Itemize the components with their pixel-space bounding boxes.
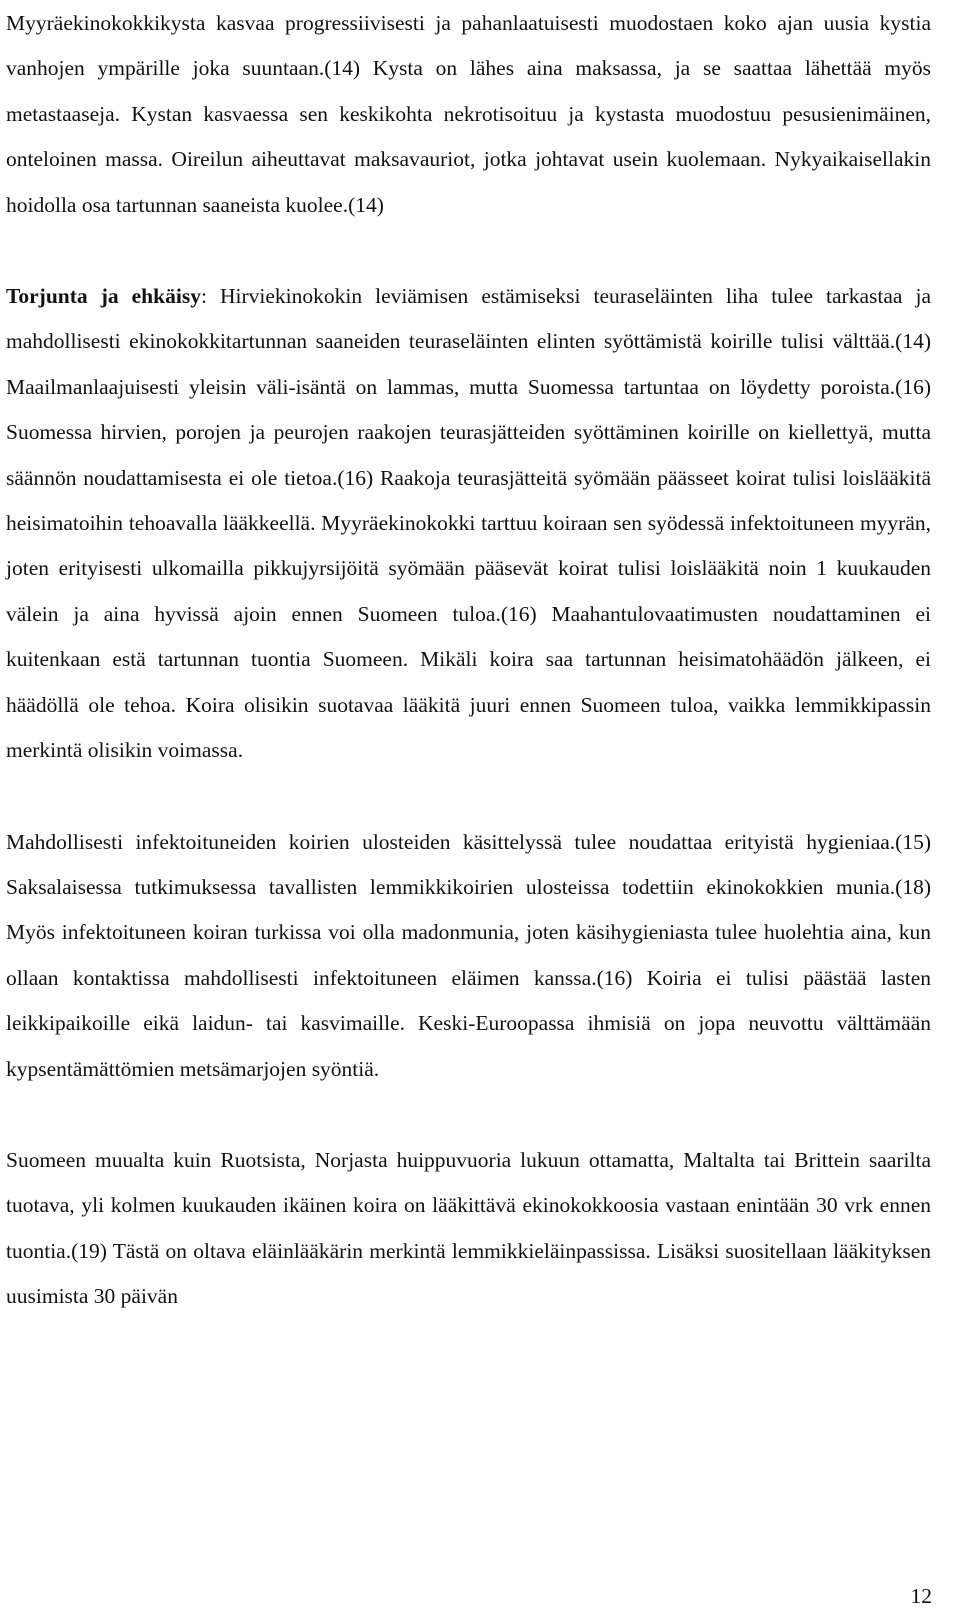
document-page	[6, 0, 931, 1320]
page-number: 12	[910, 1584, 932, 1608]
paragraph-prevention	[6, 274, 931, 773]
prevention-body-text: : Hirviekinokokin leviämisen estämiseksi teuraseläinten liha tulee tarkastaa ja mahdollisesti ekinokokkitartunnan saaneiden teuraseläinten elinten syöttämistä koirille tulisi välttää.(14) Maailmanlaajuisesti yleisin väli-isäntä on lammas, mutta Suomessa tartuntaa on löydetty poroista.(16) Suomessa hirvien, porojen ja peurojen raakojen teurasjätteiden syöttäminen koirille on kiellettyä, mutta säännön noudattamisesta ei ole tietoa.(16) Raakoja teurasjätteitä syömään päässeet koirat tulisi loislääkitä heisimatoihin tehoavalla lääkkeellä. Myyräekinokokki tarttuu koiraan sen syödessä infektoituneen myyrän, joten erityisesti ulkomailla pikkujyrsijöitä syömään pääsevät koirat tulisi loislääkitä noin 1 kuukauden välein ja aina hyvissä ajoin ennen Suomeen tuloa.(16) Maahantulovaatimusten noudattaminen ei kuitenkaan estä tartunnan tuontia Suomeen. Mikäli koira saa tartunnan heisimatohäädön jälkeen, ei häädöllä ole tehoa. Koira olisikin suotavaa lääkitä juuri ennen Suomeen tuloa, vaikka lemmikkipassin merkintä olisikin voimassa.	[6, 284, 931, 763]
prevention-heading-term: Torjunta ja ehkäisy	[6, 284, 201, 309]
paragraph-cyst-growth: Myyräekinokokkikysta kasvaa progressiivisesti ja pahanlaatuisesti muodostaen koko ajan uusia kystia vanhojen ympärille joka suuntaan.(14) Kysta on lähes aina maksassa, ja se saattaa lähettää myös metastaaseja. Kystan kasvaessa sen keskikohta nekrotisoituu ja kystasta muodostuu pesusienimäinen, onteloinen massa. Oireilun aiheuttavat maksavauriot, jotka johtavat usein kuolemaan. Nykyaikaisellakin hoidolla osa tartunnan saaneista kuolee.(14)	[6, 11, 931, 217]
paragraph-spacer	[6, 1092, 931, 1138]
paragraph-spacer	[6, 774, 931, 820]
paragraph-hygiene: Mahdollisesti infektoituneiden koirien ulosteiden käsittelyssä tulee noudattaa erityistä hygieniaa.(15) Saksalaisessa tutkimuksessa tavallisten lemmikkikoirien ulosteissa todettiin ekinokokkien munia.(18) Myös infektoituneen koiran turkissa voi olla madonmunia, joten käsihygieniasta tulee huolehtia aina, kun ollaan kontaktissa mahdollisesti infektoituneen eläimen kanssa.(16) Koiria ei tulisi päästää lasten leikkipaikoille eikä laidun- tai kasvimaille. Keski-Euroopassa ihmisiä on jopa neuvottu välttämään kypsentämättömien metsämarjojen syöntiä.	[6, 829, 931, 1081]
paragraph-spacer	[6, 228, 931, 274]
paragraph-import-rules: Suomeen muualta kuin Ruotsista, Norjasta huippuvuoria lukuun ottamatta, Maltalta tai Brittein saarilta tuotava, yli kolmen kuukauden ikäinen koira on lääkittävä ekinokokkoosia vastaan enintään 30 vrk ennen tuontia.(19) Tästä on oltava eläinlääkärin merkintä lemmikkieläinpassissa. Lisäksi suositellaan lääkityksen uusimista 30 päivän	[6, 1147, 931, 1309]
